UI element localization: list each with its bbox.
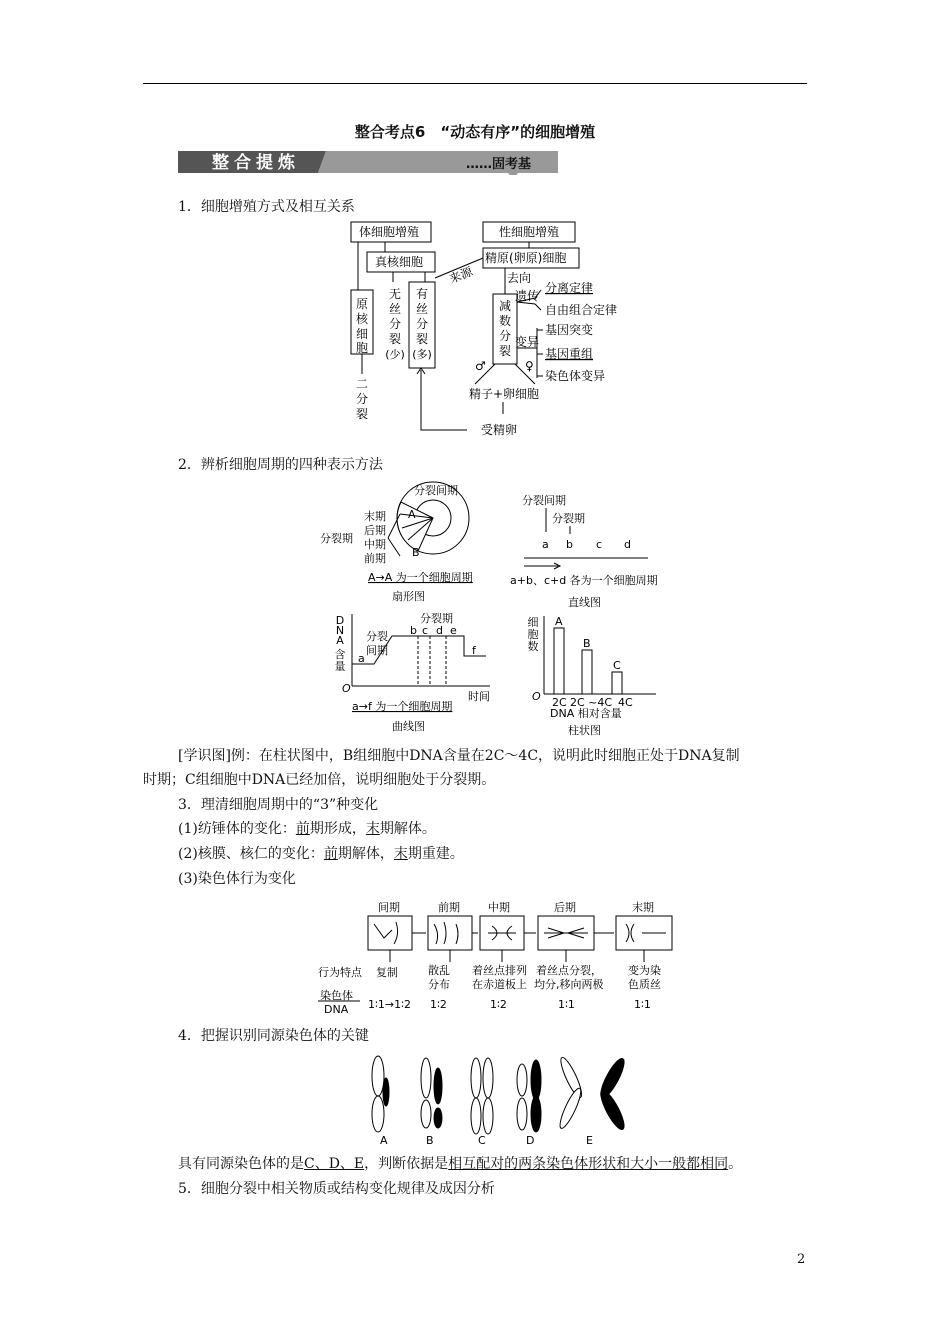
label-source: 来源 bbox=[447, 264, 475, 287]
label-recombination: 基因重组 bbox=[545, 347, 594, 361]
svg-text:有: 有 bbox=[415, 287, 429, 301]
bars-xtick-3: 4C bbox=[618, 696, 633, 709]
section3-heading: 3．理清细胞周期中的“3”种变化 bbox=[178, 797, 379, 813]
svg-text:二: 二 bbox=[355, 377, 369, 391]
label-mitosis bbox=[412, 287, 432, 361]
label-assortment: 自由组合定律 bbox=[545, 303, 618, 317]
label-segregation: 分离定律 bbox=[545, 281, 594, 295]
section3-item2: (2)核膜、核仁的变化：前期解体，末期重建。 bbox=[178, 846, 464, 862]
svg-text:数: 数 bbox=[527, 640, 539, 653]
svg-text:分: 分 bbox=[355, 392, 369, 406]
label-chromosome-variation: 染色体变异 bbox=[545, 369, 606, 383]
svg-text:分: 分 bbox=[415, 317, 429, 331]
svg-text:胞: 胞 bbox=[527, 628, 539, 641]
fan-division: 分裂期 bbox=[320, 532, 353, 545]
ratio-4: 1∶1 bbox=[558, 998, 575, 1011]
label-meiosis bbox=[499, 298, 511, 358]
fan-phase-4: 前期 bbox=[364, 552, 386, 565]
svg-text:量: 量 bbox=[334, 660, 346, 673]
ratio-1: 1∶1→1∶2 bbox=[368, 998, 411, 1011]
fan-phase-3: 中期 bbox=[364, 538, 386, 551]
fan-phase-2: 后期 bbox=[364, 524, 386, 537]
curve-letter-f: f bbox=[472, 644, 476, 657]
curve-letter-e: e bbox=[450, 624, 457, 637]
bar-label-a: A bbox=[555, 615, 563, 628]
section2-note-line2: 时期；C组细胞中DNA已经加倍，说明细胞处于分裂期。 bbox=[143, 772, 496, 788]
behavior-5b: 色质丝 bbox=[628, 978, 661, 991]
section5-heading: 5．细胞分裂中相关物质或结构变化规律及成因分析 bbox=[178, 1181, 495, 1197]
svg-text:A: A bbox=[336, 634, 344, 647]
label-heredity: 遗传 bbox=[515, 289, 540, 303]
banner-right-label: ……固考基 bbox=[466, 157, 532, 172]
bar-chart bbox=[524, 610, 664, 738]
fan-a: A bbox=[408, 508, 416, 521]
svg-text:数: 数 bbox=[498, 314, 512, 328]
banner-left-label: 整合提炼 bbox=[212, 153, 300, 173]
curve-interphase-2: 间期 bbox=[366, 644, 388, 657]
svg-text:丝: 丝 bbox=[388, 302, 402, 316]
bar-b bbox=[582, 650, 592, 694]
behavior-2a: 散乱 bbox=[428, 964, 450, 977]
bars-caption2: 柱状图 bbox=[568, 724, 601, 737]
header-rule bbox=[143, 83, 807, 84]
line-letter-c: c bbox=[596, 538, 603, 551]
svg-text:丝: 丝 bbox=[415, 302, 429, 316]
line-caption1: a+b、c+d 各为一个细胞周期 bbox=[510, 574, 658, 587]
section2-heading: 2．辨析细胞周期的四种表示方法 bbox=[178, 457, 383, 473]
svg-text:(少): (少) bbox=[385, 348, 405, 361]
label-somatic: 体细胞增殖 bbox=[359, 225, 420, 239]
chromosome-label-c: C bbox=[478, 1134, 486, 1147]
ratio-top-label: 染色体 bbox=[320, 989, 353, 1002]
behavior-4a: 着丝点分裂， bbox=[536, 964, 602, 977]
bars-ylabel bbox=[528, 616, 539, 653]
svg-text:无: 无 bbox=[388, 287, 402, 301]
ratio-3: 1∶2 bbox=[490, 998, 507, 1011]
curve-letter-d: d bbox=[436, 624, 443, 637]
bar-label-b: B bbox=[583, 637, 591, 650]
label-germ: 精原(卵原)细胞 bbox=[485, 251, 567, 265]
behavior-row-label: 行为特点 bbox=[318, 966, 362, 979]
stage-anaphase: 后期 bbox=[554, 901, 576, 914]
section3-item3: (3)染色体行为变化 bbox=[178, 871, 296, 887]
label-sexual: 性细胞增殖 bbox=[499, 225, 560, 239]
male-symbol: ♂ bbox=[475, 359, 486, 373]
behavior-1: 复制 bbox=[376, 966, 398, 979]
ratio-bottom-label: DNA bbox=[324, 1003, 349, 1016]
section3-item1: (1)纺锤体的变化：前期形成，末期解体。 bbox=[178, 821, 436, 837]
svg-text:减: 减 bbox=[498, 299, 512, 313]
svg-text:(多): (多) bbox=[412, 348, 432, 361]
curve-caption1: a→f 为一个细胞周期 bbox=[352, 700, 453, 713]
chromosome-label-b: B bbox=[426, 1134, 434, 1147]
bar-c bbox=[612, 672, 622, 694]
section4-answer: 具有同源染色体的是C、D、E，判断依据是相互配对的两条染色体形状和大小一般都相同。 bbox=[178, 1156, 743, 1172]
page-number: 2 bbox=[797, 1252, 806, 1267]
line-letter-b: b bbox=[566, 538, 573, 551]
label-destination: 去向 bbox=[507, 271, 532, 285]
svg-text:胞: 胞 bbox=[355, 341, 369, 355]
curve-ylabel bbox=[335, 614, 346, 673]
bar-a bbox=[554, 628, 564, 694]
behavior-3a: 着丝点排列 bbox=[472, 964, 527, 977]
female-symbol: ♀ bbox=[525, 359, 534, 373]
svg-text:核: 核 bbox=[355, 312, 369, 326]
svg-text:裂: 裂 bbox=[388, 332, 402, 346]
line-letter-d: d bbox=[624, 538, 631, 551]
curve-letter-b: b bbox=[410, 624, 417, 637]
fan-interphase: 分裂间期 bbox=[414, 484, 458, 497]
fan-b: B bbox=[412, 546, 420, 559]
fan-caption2: 扇形图 bbox=[392, 590, 425, 603]
proliferation-diagram bbox=[345, 218, 645, 440]
chromosome-label-a: A bbox=[380, 1134, 388, 1147]
chromosome-behavior-diagram bbox=[316, 898, 676, 1018]
curve-interphase-1: 分裂 bbox=[366, 630, 388, 643]
section4-heading: 4．把握识别同源染色体的关键 bbox=[178, 1028, 369, 1044]
label-binary-fission bbox=[356, 377, 368, 421]
svg-text:原: 原 bbox=[355, 297, 369, 311]
label-gametes: 精子+卵细胞 bbox=[469, 387, 540, 401]
label-amitosis bbox=[385, 287, 405, 361]
svg-text:细: 细 bbox=[527, 616, 539, 629]
behavior-2b: 分布 bbox=[428, 978, 450, 991]
svg-text:裂: 裂 bbox=[415, 332, 429, 346]
page-title: 整合考点6 “动态有序”的细胞增殖 bbox=[354, 123, 596, 141]
bars-xlabel: DNA 相对含量 bbox=[550, 707, 622, 720]
ratio-5: 1∶1 bbox=[634, 998, 651, 1011]
curve-origin: O bbox=[342, 682, 351, 695]
curve-chart bbox=[330, 610, 505, 735]
svg-text:N: N bbox=[335, 624, 345, 637]
svg-text:D: D bbox=[335, 614, 345, 627]
line-interphase: 分裂间期 bbox=[522, 494, 566, 507]
svg-text:含: 含 bbox=[334, 648, 346, 661]
svg-text:分: 分 bbox=[388, 317, 402, 331]
curve-caption2: 曲线图 bbox=[392, 720, 425, 733]
line-caption2: 直线图 bbox=[568, 596, 601, 609]
bar-label-c: C bbox=[613, 659, 621, 672]
section1-heading: 1．细胞增殖方式及相互关系 bbox=[178, 199, 355, 215]
stage-metaphase: 中期 bbox=[488, 901, 510, 914]
fan-phase-1: 末期 bbox=[364, 510, 386, 523]
label-variation: 变异 bbox=[515, 335, 540, 349]
behavior-4b: 均分,移向两极 bbox=[534, 978, 604, 991]
fan-caption1: A→A 为一个细胞周期 bbox=[368, 571, 473, 584]
bars-origin: O bbox=[532, 690, 541, 703]
homologous-chromosomes bbox=[360, 1052, 630, 1148]
line-letter-a: a bbox=[542, 538, 549, 551]
stage-interphase: 间期 bbox=[378, 901, 400, 914]
ratio-2: 1∶2 bbox=[430, 998, 447, 1011]
curve-xlabel: 时间 bbox=[468, 690, 490, 703]
curve-letter-c: c bbox=[422, 624, 429, 637]
svg-text:细: 细 bbox=[355, 327, 369, 341]
label-zygote: 受精卵 bbox=[481, 423, 518, 437]
bars-xtick-1: 2C bbox=[552, 696, 567, 709]
chromosome-label-e: E bbox=[586, 1134, 593, 1147]
behavior-3b: 在赤道板上 bbox=[472, 978, 527, 991]
label-eukaryote: 真核细胞 bbox=[375, 255, 424, 269]
behavior-5a: 变为染 bbox=[628, 964, 661, 977]
line-chart bbox=[508, 488, 668, 613]
fan-chart bbox=[318, 480, 498, 605]
stage-telophase: 末期 bbox=[632, 901, 654, 914]
label-prokaryote bbox=[356, 297, 369, 355]
bars-xtick-2: 2C ~4C bbox=[570, 696, 613, 709]
chromosome-label-d: D bbox=[526, 1134, 535, 1147]
svg-text:裂: 裂 bbox=[355, 407, 369, 421]
curve-division: 分裂期 bbox=[420, 612, 453, 625]
section2-note-line1: [学识图]例：在柱状图中，B组细胞中DNA含量在2C～4C，说明此时细胞正处于DNA复制 bbox=[178, 748, 740, 764]
label-mutation: 基因突变 bbox=[545, 323, 594, 337]
svg-text:分: 分 bbox=[498, 329, 512, 343]
stage-prophase: 前期 bbox=[438, 901, 460, 914]
line-division: 分裂期 bbox=[552, 512, 585, 525]
curve-letter-a: a bbox=[358, 652, 365, 665]
svg-text:裂: 裂 bbox=[498, 344, 512, 358]
section-banner bbox=[178, 149, 558, 175]
